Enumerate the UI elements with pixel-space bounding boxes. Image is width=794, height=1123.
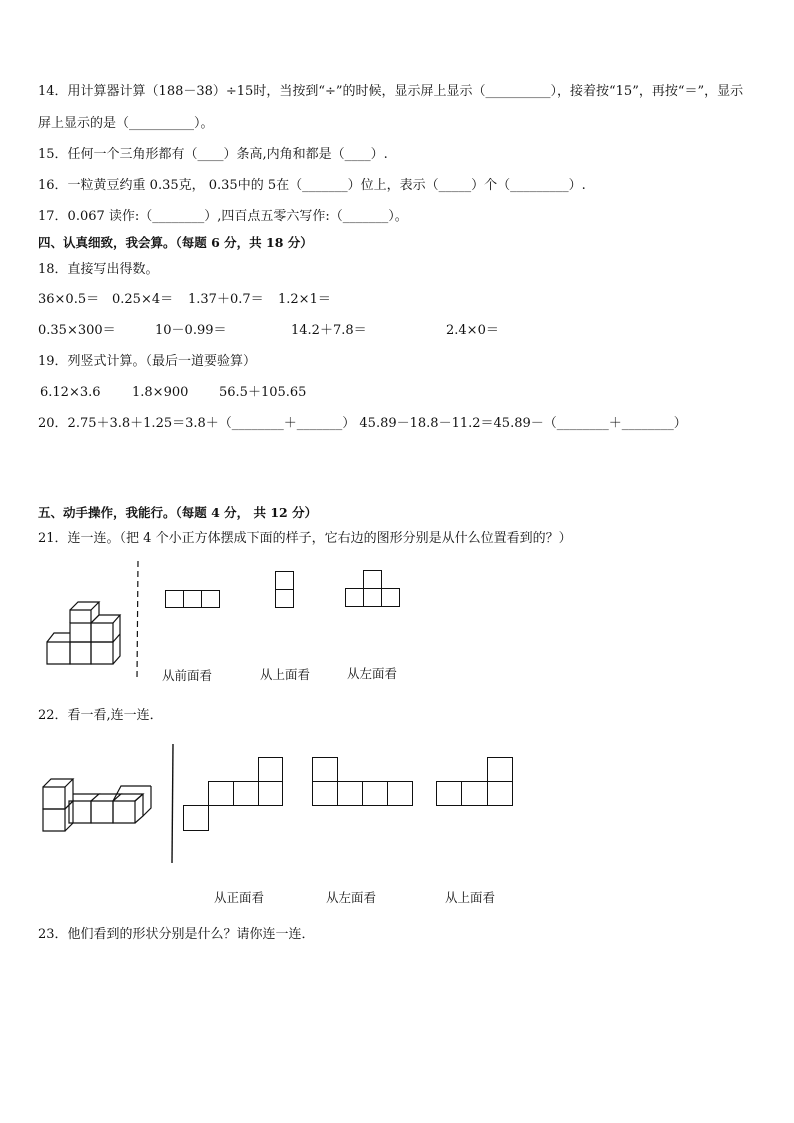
q18-item: 36×0.5＝ — [38, 292, 100, 307]
q19-item: 1.8×900 — [132, 385, 189, 400]
q22-view-shape-2 — [312, 757, 414, 807]
q22-label-left: 从左面看 — [326, 890, 377, 905]
section-4-heading: 四、认真细致，我会算。（每题 6 分，共 18 分） — [38, 235, 313, 250]
q22-cube-stack-figure — [42, 778, 154, 832]
q21-cube-stack-figure — [46, 606, 126, 666]
question-14-line2: 屏上显示的是（__________）。 — [38, 116, 214, 131]
q18-item: 0.35×300＝ — [38, 323, 116, 338]
q21-label-left: 从左面看 — [347, 666, 398, 681]
q22-divider — [171, 744, 175, 864]
section-5-heading: 五、动手操作，我能行。（每题 4 分， 共 12 分） — [38, 505, 318, 520]
question-22-title: 22．看一看,连一连． — [38, 708, 163, 723]
question-23-title: 23．他们看到的形状分别是什么？请你连一连． — [38, 927, 315, 942]
question-21-title: 21．连一连。（把 4 个小正方体摆成下面的样子，它右边的图形分别是从什么位置看到的？） — [38, 531, 572, 546]
q21-dashed-divider — [136, 561, 140, 681]
q21-label-front: 从前面看 — [162, 668, 213, 683]
q22-view-shape-3 — [436, 757, 514, 807]
q18-item: 1.2×1＝ — [278, 292, 331, 307]
question-15: 15．任何一个三角形都有（____）条高,内角和都是（____）. — [38, 147, 388, 162]
q21-view-shape-1 — [165, 590, 221, 609]
q19-item: 6.12×3.6 — [40, 385, 101, 400]
question-19-title: 19．列竖式计算。（最后一道要验算） — [38, 354, 257, 369]
q19-item: 56.5＋105.65 — [219, 385, 307, 400]
q18-item: 1.37＋0.7＝ — [188, 292, 264, 307]
q18-item: 10－0.99＝ — [155, 323, 227, 338]
q22-label-front: 从正面看 — [214, 890, 265, 905]
q18-item: 14.2＋7.8＝ — [291, 323, 367, 338]
question-18-title: 18．直接写出得数。 — [38, 262, 159, 277]
question-14-line1: 14．用计算器计算（188－38）÷15时，当按到“÷”的时候，显示屏上显示（__________），接着按“15”，再按“＝”，显示 — [38, 84, 744, 99]
q18-item: 0.25×4＝ — [112, 292, 174, 307]
q22-view-shape-1 — [183, 757, 283, 832]
q21-label-top: 从上面看 — [260, 667, 311, 682]
q21-view-shape-2 — [275, 571, 295, 609]
q21-view-shape-3 — [345, 570, 402, 608]
q18-item: 2.4×0＝ — [446, 323, 499, 338]
question-20: 20．2.75＋3.8＋1.25＝3.8＋（________＋_______） 45.89－18.8－11.2＝45.89－（________＋________） — [38, 416, 687, 431]
question-16: 16．一粒黄豆约重 0.35克， 0.35中的 5在（_______）位上，表示（_____）个（_________）. — [38, 178, 586, 193]
q22-label-top: 从上面看 — [445, 890, 496, 905]
question-17: 17．0.067 读作:（________）,四百点五零六写作:（_______）。 — [38, 209, 408, 224]
